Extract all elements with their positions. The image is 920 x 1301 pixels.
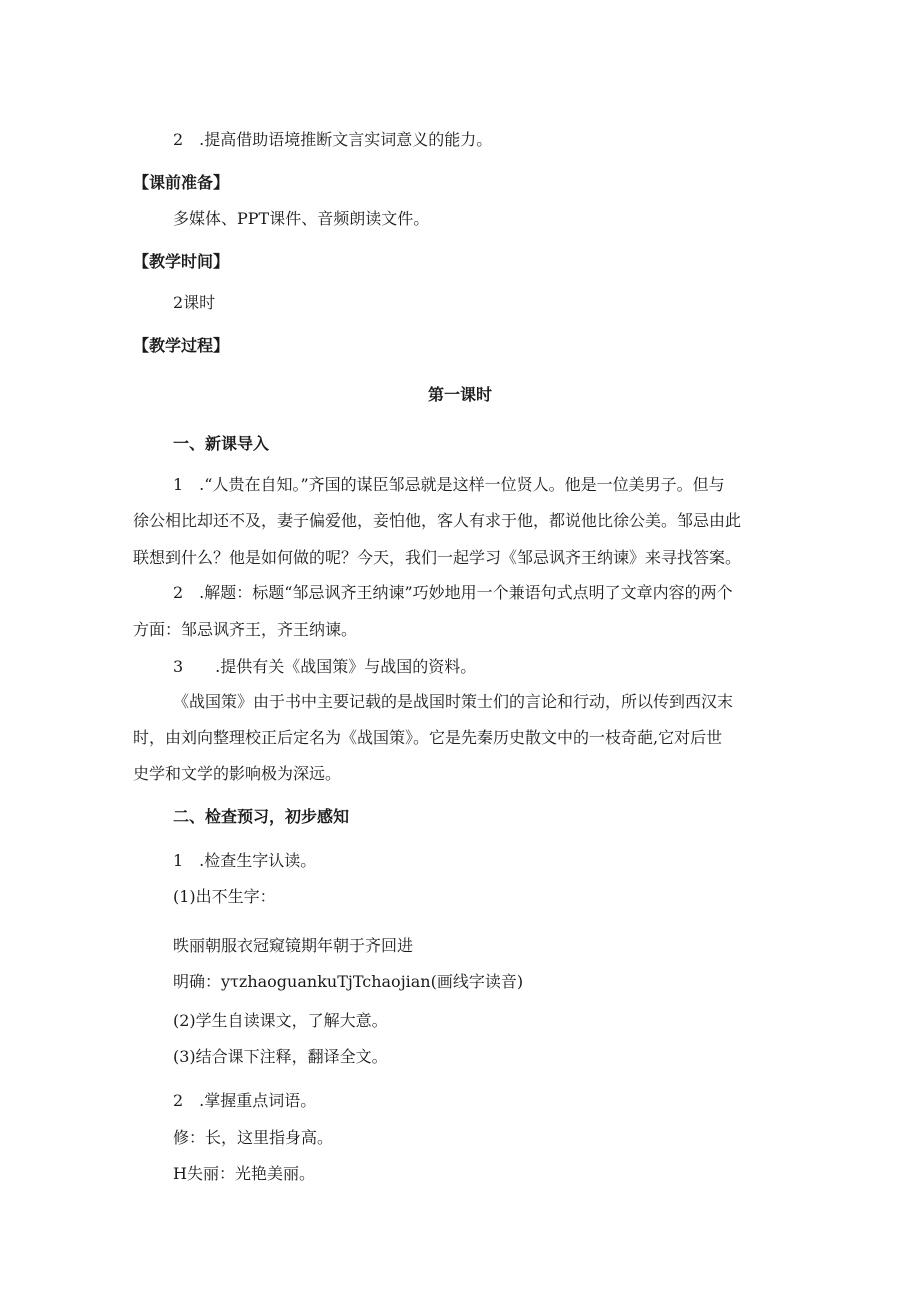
prep-heading: 【课前准备】 [133,173,230,192]
list-item: (3)结合课下注释，翻译全文。 [173,1047,388,1066]
paragraph-line: 《战国策》由于书中主要记载的是战国时策士们的言论和行动，所以传到西汉末 [173,692,734,711]
paragraph-line: 徐公相比却还不及，妻子偏爱他，妾怕他，客人有求于他，都说他比徐公美。邹忌由此 [133,511,742,530]
list-item: (2)学生自读课文，了解大意。 [173,1011,388,1030]
character-list: 昳丽朝服衣冠窥镜期年朝于齐回进 [173,936,414,955]
section-1-heading: 一、新课导入 [173,434,270,453]
lesson-title: 第一课时 [427,385,492,404]
paragraph-line: 3 .提供有关《战国策》与战国的资料。 [173,657,477,676]
paragraph-line: 1 .“人贵在自知。”齐国的谋臣邹忌就是这样一位贤人。他是一位美男子。但与 [173,475,725,494]
paragraph-line: 2 .解题：标题“邹忌讽齐王纳谏”巧妙地用一个兼语句式点明了文章内容的两个 [173,583,733,602]
paragraph-line: 方面：邹忌讽齐王，齐王纳谏。 [133,620,358,639]
vocab-entry: H失丽：光艳美丽。 [173,1164,315,1183]
time-text: 2课时 [173,293,216,312]
list-item: 1 .检查生字认读。 [173,851,317,870]
objective-2: 2 .提高借助语境推断文言实词意义的能力。 [173,130,493,149]
paragraph-line: 联想到什么？他是如何做的呢？今天，我们一起学习《邹忌讽齐王纳谏》来寻找答案。 [133,548,742,567]
paragraph-line: 史学和文学的影响极为深远。 [133,764,342,783]
list-item: (1)出不生字： [173,887,276,906]
section-2-heading: 二、检查预习，初步感知 [173,807,350,826]
list-item: 2 .掌握重点词语。 [173,1091,317,1110]
paragraph-line: 时，由刘向整理校正后定名为《战国策》。它是先秦历史散文中的一枝奇葩,它对后世 [133,728,723,747]
vocab-entry: 修：长，这里指身高。 [173,1128,334,1147]
pronunciation-answer: 明确：yτzhaoguankuTjTchaojian(画线字读音) [173,972,524,991]
time-heading: 【教学时间】 [133,252,230,271]
prep-text: 多媒体、PPT课件、音频朗读文件。 [173,209,430,228]
process-heading: 【教学过程】 [133,336,230,355]
